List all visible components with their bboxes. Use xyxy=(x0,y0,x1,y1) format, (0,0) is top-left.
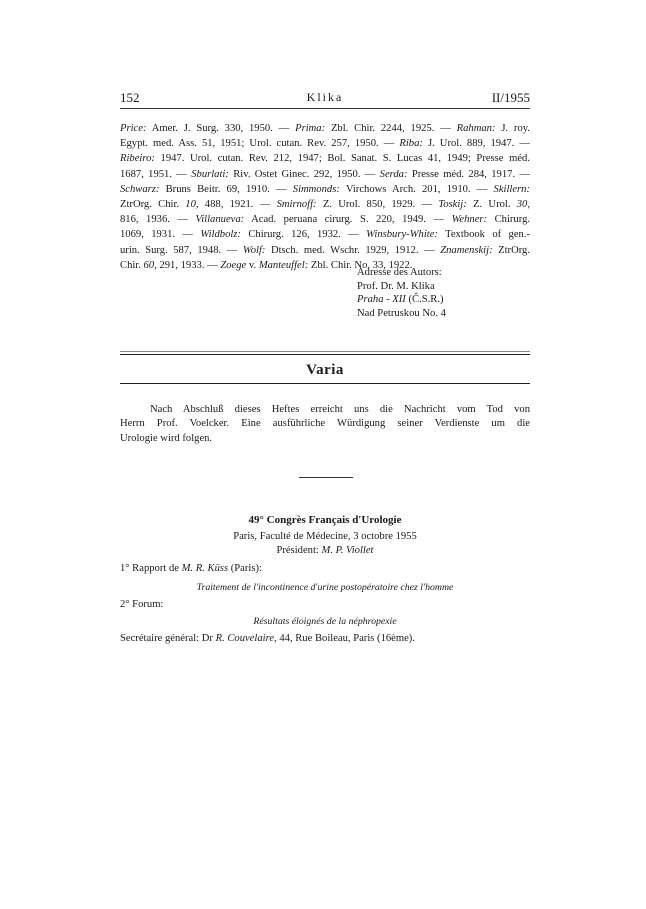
reference-text: 816, 1936. — xyxy=(120,214,196,226)
congress-president xyxy=(120,545,530,556)
reference-text: ZtrOrg. xyxy=(492,244,531,256)
reference-list xyxy=(120,121,530,273)
reference-author: Wehner: xyxy=(451,214,488,226)
address-city-line xyxy=(357,293,446,307)
varia-notice xyxy=(120,403,530,446)
reference-text: Egypt. med. Ass. 51, 1951; Urol. cutan. Rev. 257, 1950. — xyxy=(120,138,400,150)
congress-item-2: 2° Forum: xyxy=(120,599,164,610)
reference-author: Winsbury-White: xyxy=(366,229,438,241)
varia-line: Herrn Prof. Voelcker. Eine ausführliche Würdigung seiner Verdienste um die xyxy=(120,418,530,430)
reference-line xyxy=(120,243,530,258)
reference-author: Toskij: xyxy=(438,198,467,210)
running-title: Klika xyxy=(306,90,344,104)
section-rule-top-thin xyxy=(120,351,530,352)
reference-line xyxy=(120,182,530,197)
section-title: Varia xyxy=(306,362,344,378)
reference-text: 1069, 1931. — xyxy=(120,229,201,241)
reference-text: Chirurg. xyxy=(487,214,531,226)
issue-number: II/1955 xyxy=(491,90,530,105)
reference-text: 291, 1933. — xyxy=(156,259,221,271)
president-label: Président: xyxy=(276,545,322,556)
reference-text: Bruns Beitr. 69, 1910. — xyxy=(159,183,293,195)
reference-text: Zbl. Chir. 2244, 1925. — xyxy=(325,123,457,134)
item1-prefix: 1° Rapport de xyxy=(120,563,182,574)
reference-text: Chirurg. 126, 1932. — xyxy=(240,229,367,241)
reference-text: ZtrOrg. Chir. xyxy=(120,198,186,210)
congress-item-1 xyxy=(120,563,262,574)
reference-line xyxy=(120,121,530,136)
section-rule-bottom xyxy=(120,383,530,384)
reference-line xyxy=(120,258,530,273)
reference-line xyxy=(120,167,530,182)
address-country: (Č.S.R.) xyxy=(405,294,444,305)
reference-text: Zbl. Chir. No. 33, 1922. xyxy=(308,259,413,271)
reference-author: Smirnoff: xyxy=(276,198,317,210)
section-rule-top-thick xyxy=(120,354,530,355)
page-number: 152 xyxy=(120,90,140,105)
address-city: Praha - XII xyxy=(357,294,406,305)
varia-line: Nach Abschluß dieses Heftes erreicht uns die Nachricht vom Tod von xyxy=(150,404,530,415)
address-label: Adresse des Autors: xyxy=(357,267,442,278)
reference-line xyxy=(120,212,530,227)
reference-line xyxy=(120,151,530,166)
reference-author: Prima: xyxy=(295,123,326,134)
reference-text: Amer. J. Surg. 330, 1950. — xyxy=(146,123,296,134)
reference-author: 30, xyxy=(516,198,530,210)
reference-text: J. Urol. 889, 1947. — xyxy=(422,138,530,150)
reference-author: Rahman: xyxy=(456,123,496,134)
reference-text: v. xyxy=(246,259,259,271)
reference-line xyxy=(120,197,530,212)
reference-author: Price: xyxy=(120,123,147,134)
reference-text: Chir. xyxy=(120,259,144,271)
reference-author: Ribeiro: xyxy=(120,153,155,165)
reference-author: Schwarz: xyxy=(120,183,160,195)
reference-text: Z. Urol. 850, 1929. — xyxy=(316,198,439,210)
reference-author: Zoege xyxy=(220,259,247,271)
page-header xyxy=(120,90,530,106)
secretary-prefix: Secrétaire général: Dr xyxy=(120,633,216,644)
varia-line: Urologie wird folgen. xyxy=(120,432,213,444)
reference-author: 10, xyxy=(185,198,199,210)
reference-text: 1947. Urol. cutan. Rev. 212, 1947; Bol. Sanat. S. Lucas 41, 1949; Presse méd. xyxy=(154,153,530,165)
separator-rule xyxy=(299,477,353,478)
reference-author: Simmonds: xyxy=(292,183,340,195)
reference-text: J. roy. xyxy=(495,123,530,134)
reference-author: Riba: xyxy=(399,138,423,150)
author-name: Prof. Dr. M. Klika xyxy=(357,280,435,292)
item1-rapporteur: M. R. Küss xyxy=(181,563,229,574)
congress-title: 49° Congrès Français d'Urologie xyxy=(248,514,402,526)
reference-text: urin. Surg. 587, 1948. — xyxy=(120,244,243,256)
congress-venue: Paris, Faculté de Médecine, 3 octobre 1955 xyxy=(233,531,417,542)
reference-line xyxy=(120,136,530,151)
reference-text: 1687, 1951. — xyxy=(120,168,192,180)
president-name: M. P. Viollet xyxy=(321,545,374,556)
reference-author: Znamenskij: xyxy=(440,244,493,256)
secretary-name: R. Couvelaire, xyxy=(215,633,277,644)
author-address xyxy=(357,266,446,320)
header-rule xyxy=(120,108,530,109)
reference-author: Wolf: xyxy=(242,244,266,256)
item2-topic: Résultats éloignés de la néphropexie xyxy=(253,616,397,627)
reference-author: Sburlati: xyxy=(191,168,229,180)
reference-text: Virchows Arch. 201, 1910. — xyxy=(339,183,494,195)
secretary-address: 44, Rue Boileau, Paris (16ème). xyxy=(276,633,415,644)
reference-text: Z. Urol. xyxy=(466,198,517,210)
address-street: Nad Petruskou No. 4 xyxy=(357,307,446,319)
reference-text: Presse méd. 284, 1917. — xyxy=(407,168,530,180)
reference-text: Acad. peruana cirurg. S. 220, 1949. — xyxy=(244,214,452,226)
reference-author: Manteuffel: xyxy=(258,259,309,271)
reference-author: Serda: xyxy=(379,168,408,180)
congress-secretary xyxy=(120,633,415,644)
reference-author: 60, xyxy=(143,259,157,271)
reference-text: 488, 1921. — xyxy=(198,198,277,210)
item1-topic: Traitement de l'incontinence d'urine postopératoire chez l'homme xyxy=(196,582,454,593)
reference-text: Dtsch. med. Wschr. 1929, 1912. — xyxy=(265,244,441,256)
reference-text: Riv. Ostet Ginec. 292, 1950. — xyxy=(228,168,380,180)
reference-author: Villanueva: xyxy=(195,214,245,226)
item1-suffix: (Paris): xyxy=(228,563,262,574)
reference-text: Textbook of gen.- xyxy=(437,229,530,241)
reference-line xyxy=(120,227,530,242)
reference-author: Wildbolz: xyxy=(200,229,241,241)
reference-author: Skillern: xyxy=(493,183,531,195)
